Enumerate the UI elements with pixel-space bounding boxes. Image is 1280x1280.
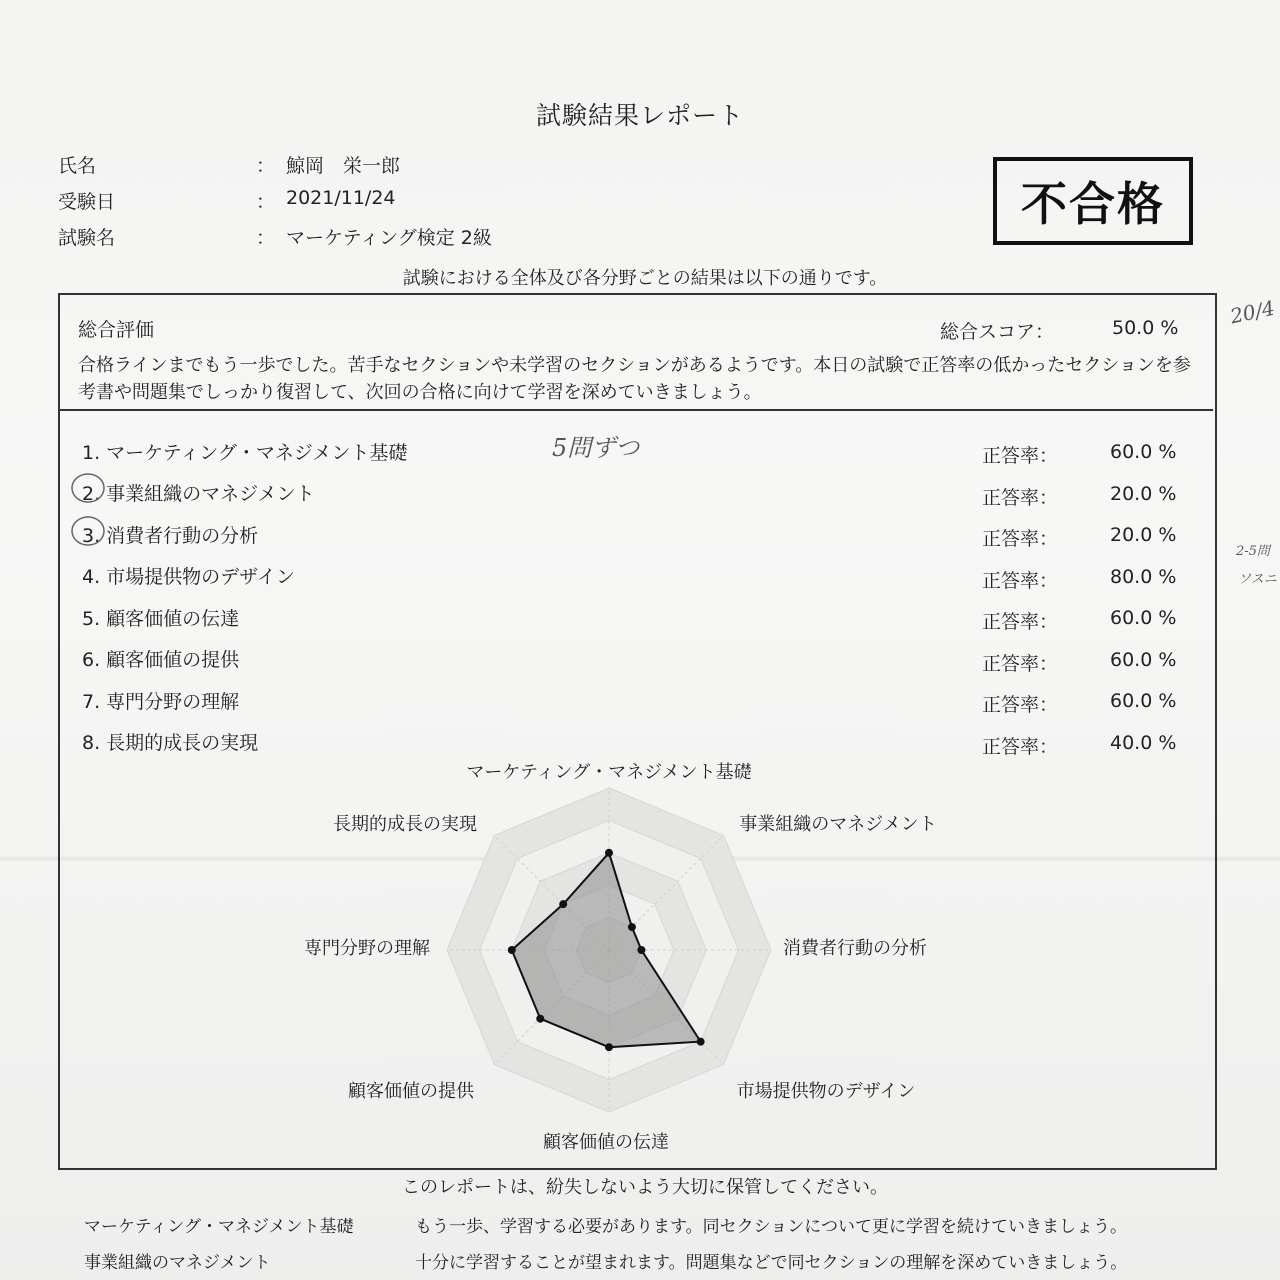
- section-rate-label: 正答率：: [982, 487, 1059, 509]
- section-name: 5. 顧客価値の伝達: [82, 608, 240, 630]
- report-title: 試験結果レポート: [535, 101, 744, 130]
- section-rate-value: 20.0 %: [1110, 524, 1177, 546]
- intro-text: 試験における全体及び各分野ごとの結果は以下の通りです。: [402, 268, 888, 289]
- advice-text: もう一歩、学習する必要があります。同セクションについて更に学習を続けていきましょう。: [415, 1217, 1127, 1237]
- section-name: 7. 専門分野の理解: [82, 691, 240, 713]
- total-score-label: 総合スコア：: [940, 321, 1055, 343]
- handwritten-margin-note: 20/4: [1227, 295, 1277, 329]
- radar-axis-label: 事業組織のマネジメント: [739, 814, 937, 835]
- name-label: 氏名: [58, 155, 97, 177]
- radar-data-point: [637, 946, 645, 954]
- section-rate-label: 正答率：: [982, 694, 1059, 716]
- radar-data-point: [508, 946, 516, 954]
- radar-axis-label: 長期的成長の実現: [333, 814, 477, 835]
- radar-axis-label: 専門分野の理解: [304, 938, 430, 959]
- radar-data-point: [628, 923, 636, 931]
- total-score-value: 50.0 %: [1112, 317, 1179, 339]
- exam-name-value: マーケティング検定 2級: [286, 227, 492, 249]
- name-colon: ：: [256, 155, 276, 177]
- radar-axis-label: 消費者行動の分析: [783, 938, 927, 959]
- handwritten-margin-note: ソスニ: [1238, 572, 1277, 587]
- section-rate-value: 60.0 %: [1110, 690, 1177, 712]
- section-name: 2. 事業組織のマネジメント: [82, 483, 315, 505]
- section-rate-label: 正答率：: [982, 445, 1059, 467]
- section-rate-label: 正答率：: [982, 653, 1059, 675]
- advice-text: 十分に学習することが望まれます。問題集などで同セクションの理解を深めていきましょう。: [415, 1253, 1128, 1273]
- section-rate-label: 正答率：: [982, 736, 1059, 758]
- section-rate-value: 60.0 %: [1110, 649, 1177, 671]
- exam-date-label: 受験日: [58, 191, 116, 213]
- section-name: 6. 顧客価値の提供: [82, 649, 240, 671]
- radar-axis-label: 顧客価値の提供: [348, 1081, 474, 1102]
- radar-axis-label: マーケティング・マネジメント基礎: [466, 762, 752, 783]
- exam-name-colon: ：: [256, 227, 276, 249]
- exam-name-label: 試験名: [58, 227, 116, 249]
- section-rate-label: 正答率：: [982, 611, 1059, 633]
- section-name: 8. 長期的成長の実現: [82, 732, 259, 754]
- footer-note: このレポートは、紛失しないよう大切に保管してください。: [402, 1177, 888, 1198]
- radar-axis-label: 市場提供物のデザイン: [736, 1081, 916, 1102]
- radar-data-point: [697, 1038, 705, 1046]
- radar-axis-label: 顧客価値の伝達: [543, 1132, 669, 1153]
- section-rate-value: 60.0 %: [1110, 441, 1177, 463]
- summary-title: 総合評価: [78, 319, 155, 341]
- result-stamp: 不合格: [993, 157, 1193, 245]
- advice-section-name: マーケティング・マネジメント基礎: [84, 1217, 354, 1237]
- section-rate-value: 60.0 %: [1110, 607, 1177, 629]
- handwritten-note: 5問ずつ: [552, 434, 640, 462]
- section-rate-value: 80.0 %: [1110, 566, 1177, 588]
- radar-data-point: [559, 900, 567, 908]
- radar-data-point: [605, 1043, 613, 1051]
- name-value: 鯨岡 栄一郎: [286, 155, 401, 177]
- section-rate-label: 正答率：: [982, 528, 1059, 550]
- exam-date-colon: ：: [256, 191, 276, 213]
- summary-comment: 合格ラインまでもう一歩でした。苦手なセクションや未学習のセクションがあるようです。本日の試験で正答率の低かったセクションを参考書や問題集でしっかり復習して、次回の合格に向けて学習を深めていきましょう。: [78, 355, 1191, 403]
- advice-section-name: 事業組織のマネジメント: [84, 1253, 271, 1273]
- section-name: 4. 市場提供物のデザイン: [82, 566, 295, 588]
- section-rate-value: 20.0 %: [1110, 483, 1177, 505]
- section-name: 1. マーケティング・マネジメント基礎: [82, 442, 408, 464]
- radar-data-point: [536, 1015, 544, 1023]
- section-name: 3. 消費者行動の分析: [82, 525, 259, 547]
- section-rate-value: 40.0 %: [1110, 732, 1177, 754]
- exam-date-value: 2021/11/24: [286, 187, 396, 209]
- radar-data-point: [605, 849, 613, 857]
- handwritten-margin-note: 2-5問: [1236, 544, 1270, 559]
- section-rate-label: 正答率：: [982, 570, 1059, 592]
